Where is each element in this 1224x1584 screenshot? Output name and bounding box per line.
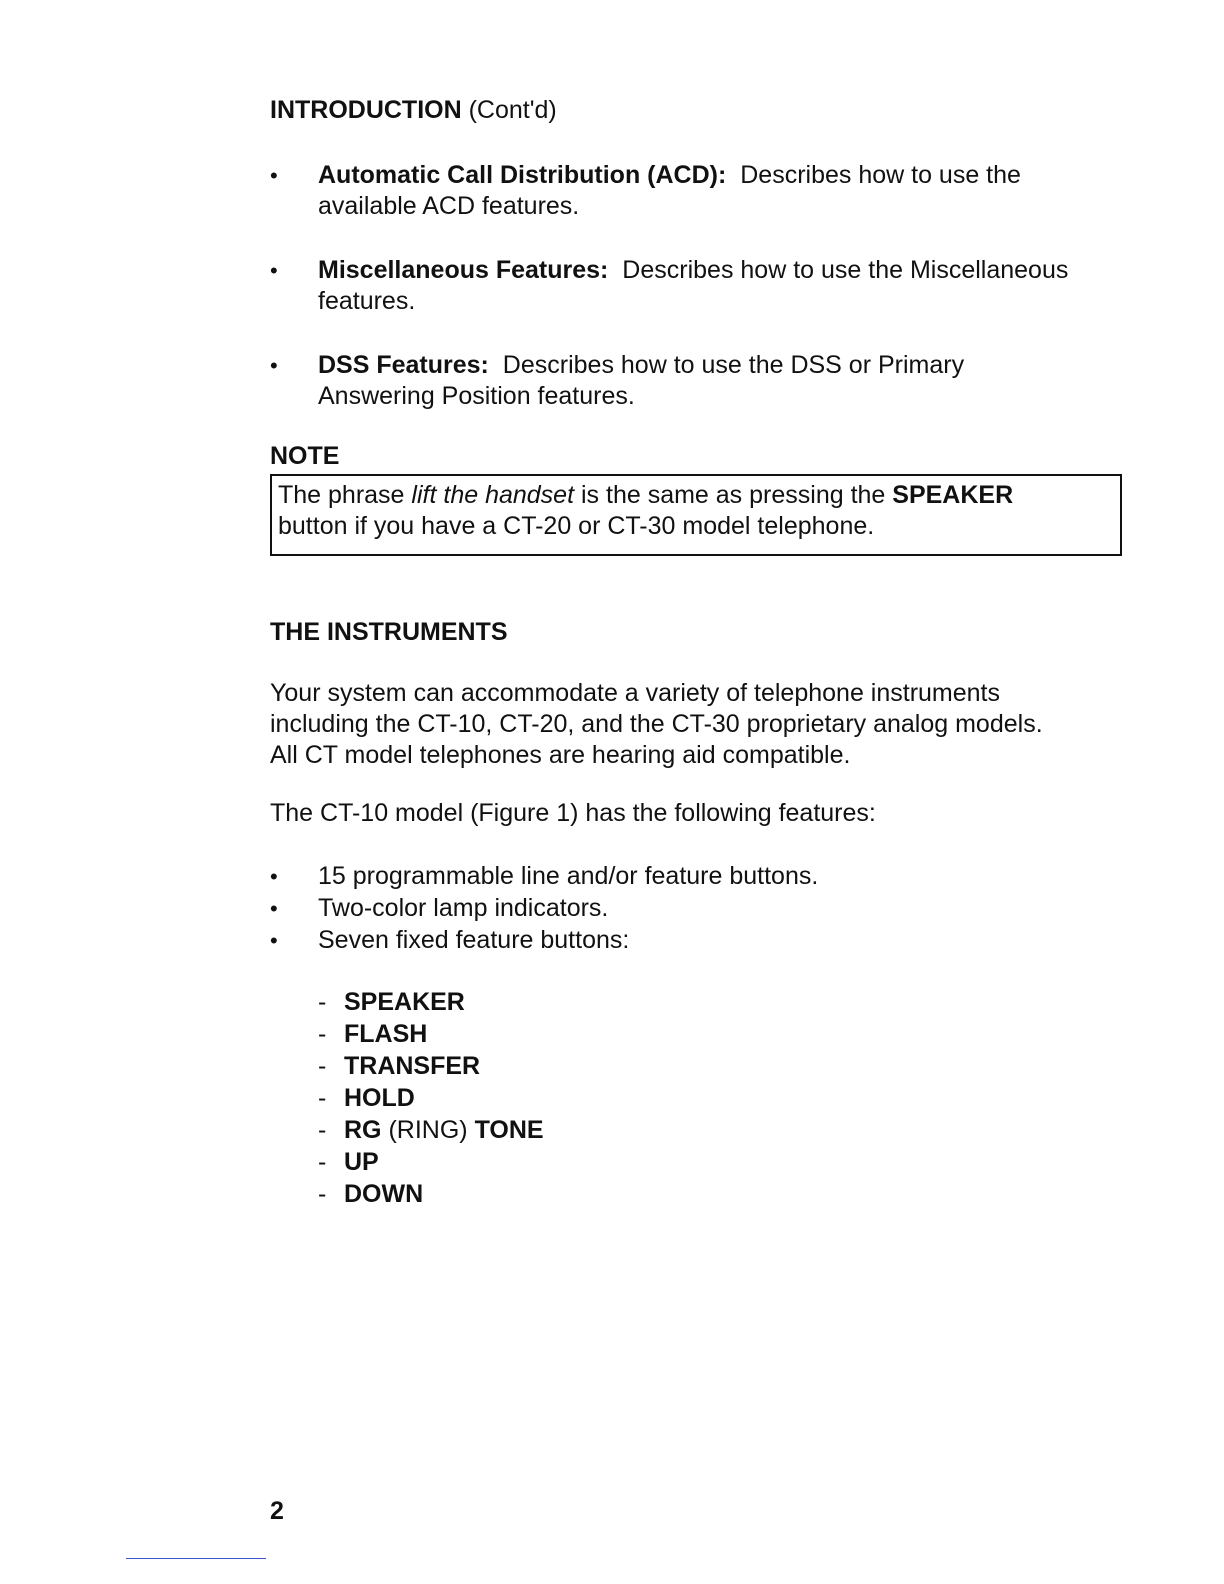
bullet-glyph: •: [270, 258, 278, 283]
intro-bullet-text-cont: available ACD features.: [318, 192, 580, 220]
note-text-part2: is the same as pressing the: [581, 481, 886, 509]
list-item: [318, 1083, 718, 1115]
instruments-heading: THE INSTRUMENTS: [270, 618, 508, 646]
intro-title: INTRODUCTION: [270, 96, 462, 124]
intro-bullet-text: Describes how to use the Miscellaneous: [622, 256, 1069, 284]
paragraph-line: including the CT-10, CT-20, and the CT-30 proprietary analog models.: [270, 710, 1043, 738]
intro-bullet-text-cont: features.: [318, 287, 416, 315]
note-box: [270, 474, 1122, 556]
list-item: [318, 1179, 718, 1211]
dash: -: [318, 1052, 327, 1080]
intro-bullet-bold: Automatic Call Distribution (ACD):: [318, 161, 727, 189]
feature-bullet-text: Two-color lamp indicators.: [318, 894, 609, 922]
note-text-part1: The phrase: [278, 481, 405, 509]
button-name: UP: [344, 1148, 379, 1176]
intro-bullet-text: Describes how to use the DSS or Primary: [502, 351, 965, 379]
intro-bullet-text: Describes how to use the: [740, 161, 1021, 189]
bullet-glyph: •: [270, 928, 278, 953]
intro-heading: [270, 95, 557, 126]
list-item: [318, 1147, 718, 1179]
dash: -: [318, 1180, 327, 1208]
paragraph-line: All CT model telephones are hearing aid compatible.: [270, 741, 851, 769]
paragraph-line: Your system can accommodate a variety of telephone instruments: [270, 679, 1001, 707]
note-text-bold: SPEAKER: [892, 481, 1014, 509]
note-label: NOTE: [270, 442, 340, 470]
button-name-normal: (RING): [388, 1116, 468, 1144]
intro-bullet-text-cont: Answering Position features.: [318, 382, 635, 410]
button-name-suffix: TONE: [474, 1116, 544, 1144]
intro-bullet-bold: DSS Features:: [318, 351, 489, 379]
ct10-intro-paragraph: The CT-10 model (Figure 1) has the following features:: [270, 799, 876, 827]
bullet-glyph: •: [270, 163, 278, 188]
note-text-line2: button if you have a CT-20 or CT-30 model telephone.: [278, 512, 875, 540]
instruments-paragraph: [270, 678, 1150, 771]
button-name: DOWN: [344, 1180, 424, 1208]
button-name: HOLD: [344, 1084, 415, 1112]
dash: -: [318, 1116, 327, 1144]
button-name: FLASH: [344, 1020, 428, 1048]
note-text-italic: lift the handset: [411, 481, 575, 509]
list-item: [318, 1019, 718, 1051]
dash: -: [318, 1148, 327, 1176]
page-number: 2: [270, 1497, 284, 1525]
list-item: [318, 1051, 718, 1083]
dash: -: [318, 1020, 327, 1048]
button-name: SPEAKER: [344, 988, 465, 1016]
bullet-glyph: •: [270, 896, 278, 921]
bottom-rule: [126, 1558, 266, 1559]
list-item: [318, 1115, 718, 1147]
dash: -: [318, 1084, 327, 1112]
feature-bullet-text: 15 programmable line and/or feature buttons.: [318, 862, 819, 890]
fixed-button-list: [318, 987, 718, 1211]
intro-title-suffix: (Cont'd): [468, 96, 557, 124]
button-name: RG: [344, 1116, 382, 1144]
dash: -: [318, 988, 327, 1016]
bullet-glyph: •: [270, 864, 278, 889]
bullet-glyph: •: [270, 353, 278, 378]
intro-bullet-bold: Miscellaneous Features:: [318, 256, 609, 284]
button-name: TRANSFER: [344, 1052, 481, 1080]
list-item: [318, 987, 718, 1019]
feature-bullet-text: Seven fixed feature buttons:: [318, 926, 630, 954]
